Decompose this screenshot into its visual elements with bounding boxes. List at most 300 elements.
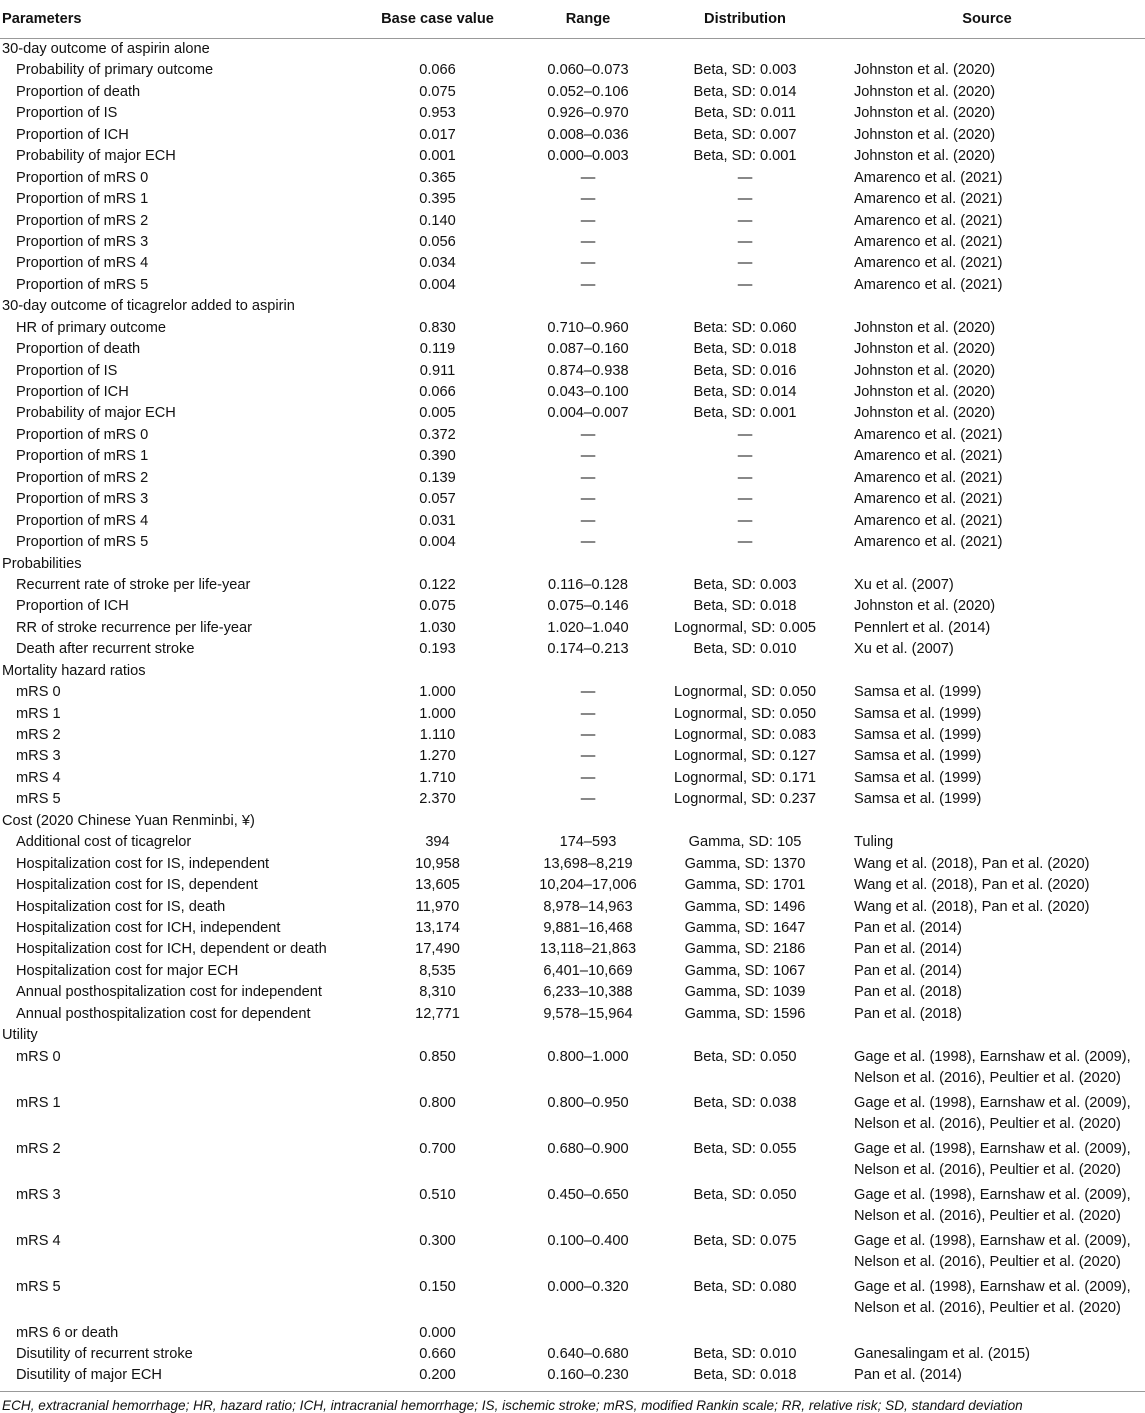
range-cell: 9,881–16,468 [543, 919, 633, 936]
param-cell: mRS 5 [16, 791, 61, 808]
param-cell: Proportion of mRS 0 [16, 169, 149, 186]
distribution-cell: Beta, SD: 0.010 [693, 1346, 797, 1362]
param-cell: Probability of major ECH [16, 148, 176, 165]
section-header-row [0, 296, 1145, 317]
range-cell: — [580, 791, 596, 808]
range-cell: 0.087–0.160 [547, 341, 629, 358]
table-row [0, 211, 1145, 232]
table-row [0, 361, 1145, 382]
table-row [0, 1139, 1145, 1185]
base-value-cell: 0.005 [419, 405, 456, 422]
distribution-cell: Lognormal, SD: 0.083 [674, 727, 816, 743]
base-value-cell: 0.193 [419, 641, 456, 658]
range-cell: 8,978–14,963 [543, 898, 633, 915]
range-cell: — [580, 276, 596, 293]
range-cell: — [580, 491, 596, 508]
table-row [0, 382, 1145, 403]
param-cell: Proportion of IS [16, 362, 118, 379]
source-cell: Pan et al. (2014) [854, 941, 962, 958]
table-row [0, 125, 1145, 146]
source-line: Gage et al. (1998), Earnshaw et al. (2009), [854, 1278, 1131, 1295]
distribution-cell: Beta, SD: 0.018 [693, 341, 797, 358]
distribution-cell: — [737, 212, 753, 229]
table-row [0, 318, 1145, 339]
distribution-cell: Beta, SD: 0.014 [693, 83, 797, 100]
range-cell: 10,204–17,006 [539, 877, 637, 894]
distribution-cell: Beta, SD: 0.011 [694, 105, 796, 122]
param-cell: Proportion of mRS 3 [16, 233, 149, 250]
section-header-row [0, 811, 1145, 832]
distribution-cell: Beta: SD: 0.060 [693, 319, 797, 336]
param-cell: Proportion of mRS 5 [16, 276, 149, 293]
base-value-cell: 0.660 [419, 1346, 456, 1362]
param-cell: Disutility of major ECH [0, 1365, 360, 1392]
table-row [0, 446, 1145, 467]
table-row [0, 425, 1145, 446]
table-row [0, 489, 1145, 510]
section-title: 30-day outcome of ticagrelor added to aspirin [2, 298, 295, 315]
source-line: Nelson et al. (2016), Peultier et al. (2020) [854, 1161, 1121, 1178]
table-row [0, 639, 1145, 660]
distribution-cell: Gamma, SD: 2186 [684, 941, 806, 958]
param-cell: Hospitalization cost for IS, independent [16, 855, 270, 872]
param-cell: mRS 0 [16, 684, 61, 701]
param-cell: Death after recurrent stroke [16, 641, 195, 658]
range-cell: 174–593 [559, 834, 617, 851]
source-cell [829, 1277, 1145, 1323]
range-cell: — [580, 169, 596, 186]
range-cell: — [580, 469, 596, 486]
table-row [0, 232, 1145, 253]
source-cell: Pan et al. (2014) [829, 1365, 1145, 1392]
range-cell: — [580, 255, 596, 272]
param-cell: Proportion of mRS 4 [16, 512, 149, 529]
distribution-cell: Beta, SD: 0.038 [693, 1094, 797, 1111]
table-row [0, 1231, 1145, 1277]
param-cell: Proportion of death [16, 83, 141, 100]
distribution-cell: Gamma, SD: 105 [688, 834, 802, 851]
table-row [0, 82, 1145, 103]
table-row [0, 575, 1145, 596]
source-cell: Xu et al. (2007) [854, 576, 954, 593]
distribution-cell: Beta, SD: 0.001 [693, 405, 797, 422]
header-row [0, 0, 1145, 39]
distribution-cell: Gamma, SD: 1039 [684, 984, 806, 1001]
distribution-cell: Beta, SD: 0.001 [693, 148, 797, 165]
table-row [0, 746, 1145, 767]
base-value-cell: 1.000 [419, 705, 456, 722]
table-row [0, 939, 1145, 960]
section-title: Utility [2, 1027, 38, 1044]
param-cell: Proportion of death [16, 341, 141, 358]
source-cell: Wang et al. (2018), Pan et al. (2020) [854, 855, 1090, 872]
source-cell: Amarenco et al. (2021) [854, 276, 1003, 293]
range-cell: — [580, 727, 596, 743]
distribution-cell: Beta, SD: 0.018 [693, 598, 797, 615]
base-value-cell: 0.056 [419, 233, 456, 250]
param-cell: Hospitalization cost for major ECH [16, 962, 239, 979]
header-base-case: Base case value [360, 0, 515, 39]
distribution-cell: — [737, 276, 753, 293]
range-cell: 0.043–0.100 [547, 384, 629, 400]
distribution-cell: Beta, SD: 0.003 [693, 62, 797, 79]
base-value-cell: 10,958 [415, 855, 460, 872]
table-row [0, 1004, 1145, 1025]
base-value-cell: 0.004 [419, 276, 456, 293]
base-value-cell: 394 [425, 834, 450, 851]
table-row [0, 875, 1145, 896]
base-value-cell: 0.139 [419, 469, 456, 486]
distribution-cell: Lognormal, SD: 0.237 [674, 791, 816, 808]
source-cell [829, 1139, 1145, 1185]
base-value-cell: 0.119 [419, 341, 456, 358]
range-cell: 0.075–0.146 [547, 598, 629, 615]
base-value-cell: 0.372 [419, 426, 456, 443]
table-row [0, 339, 1145, 360]
base-value-cell: 11,970 [415, 898, 460, 915]
distribution-cell: Beta, SD: 0.010 [693, 641, 797, 658]
table-row [0, 403, 1145, 424]
base-value-cell: 17,490 [415, 941, 460, 958]
range-cell: — [580, 684, 596, 701]
section-header-row [0, 39, 1145, 61]
distribution-cell: Gamma, SD: 1596 [684, 1005, 806, 1022]
base-value-cell: 1.000 [419, 684, 456, 701]
base-value-cell: 0.140 [419, 212, 456, 229]
table-row [0, 275, 1145, 296]
base-value-cell: 0.150 [419, 1278, 456, 1295]
source-cell: Ganesalingam et al. (2015) [854, 1346, 1031, 1362]
source-cell [829, 1093, 1145, 1139]
param-cell: Proportion of mRS 1 [16, 448, 149, 465]
param-cell: mRS 1 [16, 1094, 61, 1111]
param-cell: Additional cost of ticagrelor [16, 834, 192, 851]
table-row [0, 1323, 1145, 1344]
source-cell: Samsa et al. (1999) [854, 791, 982, 808]
table-row [0, 60, 1145, 81]
distribution-cell: — [737, 512, 753, 529]
range-cell: — [580, 448, 596, 465]
range-cell: 0.160–0.230 [515, 1365, 661, 1392]
range-cell: 6,401–10,669 [543, 962, 633, 979]
distribution-cell: Lognormal, SD: 0.171 [674, 769, 816, 786]
base-value-cell: 0.017 [419, 126, 456, 143]
source-cell: Wang et al. (2018), Pan et al. (2020) [854, 877, 1090, 894]
distribution-cell: Lognormal, SD: 0.005 [674, 619, 816, 636]
param-cell: Disutility of recurrent stroke [16, 1346, 193, 1362]
base-value-cell: 0.004 [419, 534, 456, 551]
source-cell [829, 1185, 1145, 1231]
range-cell [515, 1323, 661, 1344]
base-value-cell: 0.365 [419, 169, 456, 186]
source-cell: Amarenco et al. (2021) [854, 426, 1003, 443]
range-cell: 1.020–1.040 [547, 619, 629, 636]
table-row [0, 146, 1145, 167]
param-cell: mRS 6 or death [16, 1324, 119, 1341]
base-value-cell: 0.057 [419, 491, 456, 508]
range-cell: 0.710–0.960 [547, 319, 629, 336]
base-value-cell: 1.110 [419, 727, 456, 743]
param-cell: HR of primary outcome [16, 319, 167, 336]
table-row [0, 682, 1145, 703]
range-cell: — [580, 705, 596, 722]
table-row [0, 596, 1145, 617]
param-cell: mRS 3 [16, 748, 61, 765]
table-row [0, 103, 1145, 124]
range-cell: 13,118–21,863 [539, 941, 637, 958]
section-title: Cost (2020 Chinese Yuan Renminbi, ¥) [2, 812, 255, 829]
param-cell: Proportion of IS [16, 105, 118, 122]
base-value-cell: 0.001 [419, 148, 456, 165]
distribution-cell: — [737, 448, 753, 465]
table-row [0, 1277, 1145, 1323]
source-line: Nelson et al. (2016), Peultier et al. (2020) [854, 1069, 1121, 1086]
table-row [0, 725, 1145, 746]
base-value-cell: 0.390 [419, 448, 456, 465]
param-cell: Hospitalization cost for IS, dependent [16, 877, 258, 894]
param-cell: Probability of major ECH [16, 405, 176, 422]
source-cell: Samsa et al. (1999) [854, 727, 982, 743]
base-value-cell: 0.911 [419, 362, 456, 379]
param-cell: mRS 5 [16, 1278, 61, 1295]
source-cell: Pan et al. (2018) [854, 1005, 962, 1022]
source-cell: Amarenco et al. (2021) [854, 534, 1003, 551]
range-cell: 0.060–0.073 [547, 62, 629, 79]
source-cell: Johnston et al. (2020) [854, 341, 996, 358]
source-cell: Samsa et al. (1999) [854, 748, 982, 765]
table-row [0, 897, 1145, 918]
base-value-cell: 8,535 [419, 962, 456, 979]
source-cell: Johnston et al. (2020) [854, 598, 996, 615]
distribution-cell: Gamma, SD: 1701 [684, 877, 806, 894]
distribution-cell: Beta, SD: 0.018 [661, 1365, 829, 1392]
table-body [0, 39, 1145, 1392]
param-cell: Annual posthospitalization cost for independent [16, 984, 322, 1001]
param-cell: Proportion of mRS 5 [16, 534, 149, 551]
base-value-cell: 13,605 [415, 877, 460, 894]
source-cell: Johnston et al. (2020) [854, 362, 996, 379]
range-cell: — [580, 512, 596, 529]
range-cell: — [580, 426, 596, 443]
table-row [0, 511, 1145, 532]
range-cell: 0.640–0.680 [547, 1346, 629, 1362]
distribution-cell: Beta, SD: 0.080 [693, 1278, 797, 1295]
section-title: 30-day outcome of aspirin alone [2, 41, 210, 57]
distribution-cell: Lognormal, SD: 0.127 [674, 748, 816, 765]
base-value-cell: 0.034 [419, 255, 456, 272]
range-cell: 0.174–0.213 [547, 641, 629, 658]
source-cell: Samsa et al. (1999) [854, 769, 982, 786]
param-cell: Hospitalization cost for IS, death [16, 898, 226, 915]
source-cell: Johnston et al. (2020) [854, 405, 996, 422]
table-row [0, 1365, 1145, 1392]
distribution-cell: — [737, 191, 753, 208]
range-cell: — [580, 212, 596, 229]
range-cell: 0.100–0.400 [547, 1232, 629, 1249]
base-value-cell: 0.000 [419, 1324, 456, 1341]
param-cell: mRS 2 [16, 1140, 61, 1157]
base-value-cell: 0.800 [419, 1094, 456, 1111]
distribution-cell: Beta, SD: 0.050 [693, 1048, 797, 1065]
distribution-cell: Beta, SD: 0.003 [693, 576, 797, 593]
range-cell: 13,698–8,219 [543, 855, 633, 872]
base-value-cell: 8,310 [419, 984, 456, 1001]
source-line: Gage et al. (1998), Earnshaw et al. (2009), [854, 1232, 1131, 1249]
table-row [0, 168, 1145, 189]
base-value-cell: 13,174 [415, 919, 460, 936]
range-cell: 0.008–0.036 [547, 126, 629, 143]
source-cell: Amarenco et al. (2021) [854, 491, 1003, 508]
source-cell: Amarenco et al. (2021) [854, 512, 1003, 529]
distribution-cell: — [737, 469, 753, 486]
base-value-cell: 2.370 [419, 791, 456, 808]
range-cell: — [580, 769, 596, 786]
source-cell: Pan et al. (2014) [854, 962, 962, 979]
source-cell: Johnston et al. (2020) [854, 148, 996, 165]
range-cell: 0.874–0.938 [547, 362, 629, 379]
base-value-cell: 12,771 [415, 1005, 460, 1022]
range-cell: 0.800–0.950 [547, 1094, 629, 1111]
section-header-row [0, 1025, 1145, 1046]
distribution-cell: Gamma, SD: 1647 [684, 919, 806, 936]
range-cell: 0.450–0.650 [547, 1186, 629, 1203]
param-cell: mRS 4 [16, 769, 61, 786]
range-cell: 0.000–0.003 [547, 148, 629, 165]
source-cell [829, 1323, 1145, 1344]
base-value-cell: 0.031 [419, 512, 456, 529]
source-cell: Wang et al. (2018), Pan et al. (2020) [854, 898, 1090, 915]
range-cell: — [580, 191, 596, 208]
source-line: Nelson et al. (2016), Peultier et al. (2020) [854, 1253, 1121, 1270]
param-cell: mRS 0 [16, 1048, 61, 1065]
distribution-cell: Beta, SD: 0.055 [693, 1140, 797, 1157]
param-cell: Annual posthospitalization cost for dependent [16, 1005, 311, 1022]
source-cell: Johnston et al. (2020) [854, 126, 996, 143]
source-cell: Samsa et al. (1999) [854, 684, 982, 701]
distribution-cell: — [737, 169, 753, 186]
base-value-cell: 0.700 [419, 1140, 456, 1157]
base-value-cell: 0.066 [419, 384, 456, 400]
distribution-cell: Beta, SD: 0.075 [693, 1232, 797, 1249]
base-value-cell: 0.066 [419, 62, 456, 79]
distribution-cell: Gamma, SD: 1370 [684, 855, 806, 872]
param-cell: Proportion of mRS 4 [16, 255, 149, 272]
range-cell: 0.052–0.106 [547, 83, 629, 100]
table-row [0, 768, 1145, 789]
param-cell: Hospitalization cost for ICH, dependent or death [16, 941, 327, 958]
source-cell: Amarenco et al. (2021) [854, 469, 1003, 486]
base-value-cell: 0.122 [419, 576, 456, 593]
table-row [0, 961, 1145, 982]
distribution-cell: Beta, SD: 0.050 [693, 1186, 797, 1203]
source-cell: Johnston et al. (2020) [854, 105, 996, 122]
table-row [0, 253, 1145, 274]
source-line: Gage et al. (1998), Earnshaw et al. (2009), [854, 1094, 1131, 1111]
param-cell: Proportion of mRS 0 [16, 426, 149, 443]
source-line: Nelson et al. (2016), Peultier et al. (2020) [854, 1207, 1121, 1224]
distribution-cell: Beta, SD: 0.016 [693, 362, 797, 379]
header-parameters: Parameters [0, 0, 360, 39]
distribution-cell: — [737, 534, 753, 551]
section-header-row [0, 554, 1145, 575]
table-row [0, 189, 1145, 210]
source-cell: Johnston et al. (2020) [854, 319, 996, 336]
table-row [0, 1185, 1145, 1231]
range-cell: — [580, 233, 596, 250]
source-cell: Tuling [854, 834, 894, 851]
source-cell: Samsa et al. (1999) [854, 705, 982, 722]
range-cell: — [580, 534, 596, 551]
header-distribution: Distribution [661, 0, 829, 39]
base-value-cell: 0.395 [419, 191, 456, 208]
table-row [0, 618, 1145, 639]
param-cell: Probability of primary outcome [16, 62, 214, 79]
header-range: Range [515, 0, 661, 39]
distribution-cell: — [737, 233, 753, 250]
base-value-cell: 0.953 [419, 105, 456, 122]
source-cell: Johnston et al. (2020) [854, 384, 996, 400]
source-cell: Johnston et al. (2020) [854, 83, 996, 100]
table-row [0, 704, 1145, 725]
distribution-cell: Beta, SD: 0.007 [693, 126, 797, 143]
param-cell: Proportion of mRS 2 [16, 469, 149, 486]
distribution-cell: Beta, SD: 0.014 [693, 384, 797, 400]
table-row [0, 1093, 1145, 1139]
range-cell: 0.926–0.970 [547, 105, 629, 122]
source-cell: Pennlert et al. (2014) [854, 619, 991, 636]
distribution-cell [661, 1323, 829, 1344]
source-cell: Amarenco et al. (2021) [854, 255, 1003, 272]
table-row [0, 918, 1145, 939]
param-cell: Recurrent rate of stroke per life-year [16, 576, 251, 593]
source-line: Gage et al. (1998), Earnshaw et al. (2009), [854, 1048, 1131, 1065]
param-cell: Proportion of mRS 2 [16, 212, 149, 229]
table-row [0, 854, 1145, 875]
param-cell: Proportion of ICH [16, 126, 129, 143]
param-cell: RR of stroke recurrence per life-year [16, 619, 253, 636]
source-line: Nelson et al. (2016), Peultier et al. (2020) [854, 1299, 1121, 1316]
table-row [0, 468, 1145, 489]
table-footnote: ECH, extracranial hemorrhage; HR, hazard ratio; ICH, intracranial hemorrhage; IS, ischemic stroke; mRS, modified Rankin scale; RR, relative risk; SD, standard deviation [2, 1398, 1023, 1413]
section-header-row [0, 661, 1145, 682]
header-source: Source [829, 0, 1145, 39]
table-row [0, 532, 1145, 553]
source-cell: Pan et al. (2014) [854, 919, 962, 936]
base-value-cell: 0.300 [419, 1232, 456, 1249]
base-value-cell: 0.510 [419, 1186, 456, 1203]
param-cell: Proportion of ICH [16, 598, 129, 615]
range-cell: 0.000–0.320 [547, 1278, 629, 1295]
source-cell: Johnston et al. (2020) [854, 62, 996, 79]
range-cell: 9,578–15,964 [543, 1005, 633, 1022]
table-row [0, 789, 1145, 810]
source-cell: Xu et al. (2007) [854, 641, 954, 658]
source-cell [829, 1231, 1145, 1277]
base-value-cell: 0.830 [419, 319, 456, 336]
source-cell [829, 1047, 1145, 1093]
param-cell: mRS 3 [16, 1186, 61, 1203]
base-value-cell: 0.075 [419, 598, 456, 615]
source-cell: Amarenco et al. (2021) [854, 212, 1003, 229]
source-cell: Pan et al. (2018) [854, 984, 962, 1001]
table-row [0, 832, 1145, 853]
source-cell: Amarenco et al. (2021) [854, 448, 1003, 465]
param-cell: Proportion of ICH [16, 384, 129, 400]
base-value-cell: 0.850 [419, 1048, 456, 1065]
section-title: Probabilities [2, 555, 82, 572]
table-row [0, 1047, 1145, 1093]
param-cell: mRS 4 [16, 1232, 61, 1249]
